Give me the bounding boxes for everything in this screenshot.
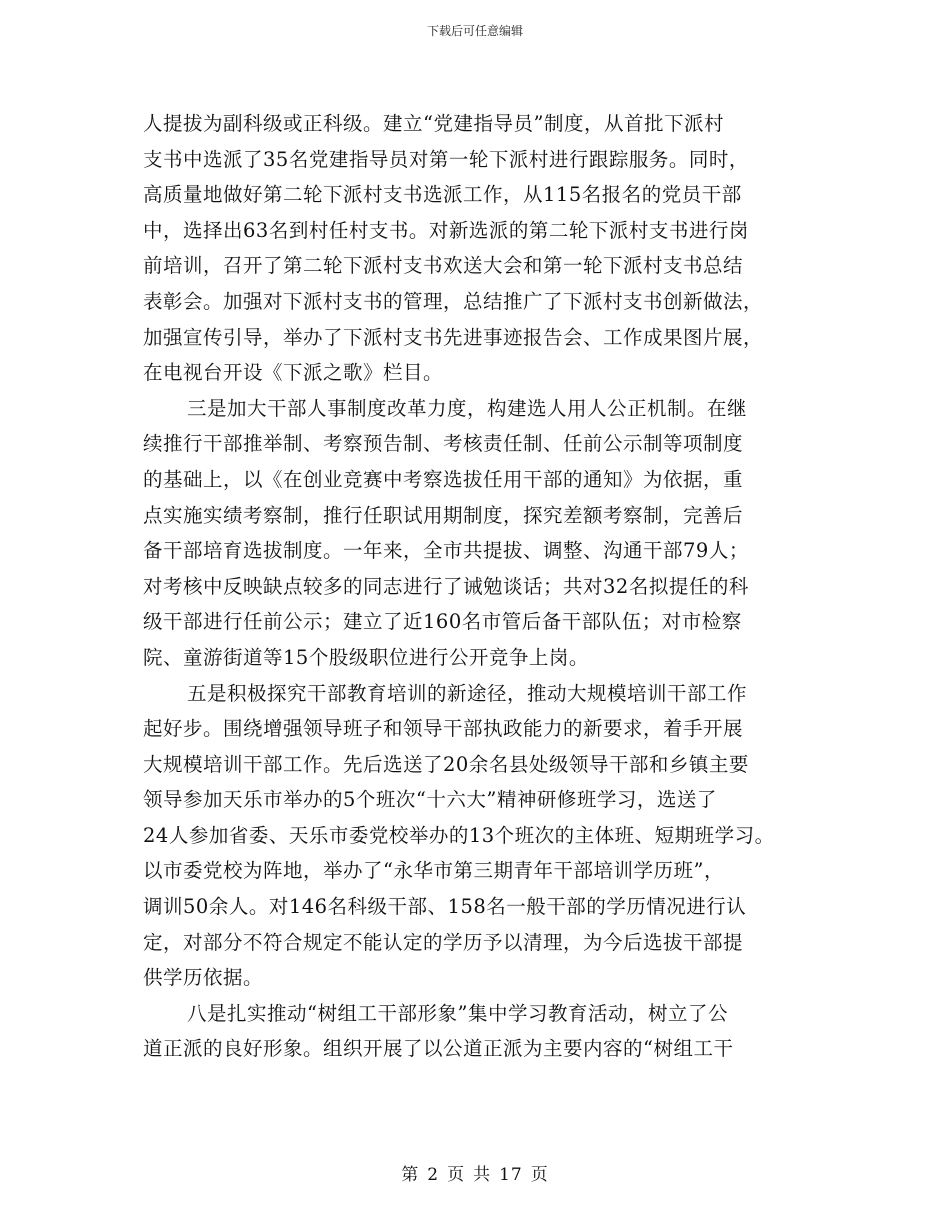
paragraph-start-line: 三是加大干部人事制度改革力度，构建选人用人公正机制。在继 xyxy=(187,396,748,420)
text-line: 备干部培育选拔制度。一年来，全市共提拔、调整、沟通干部79人； xyxy=(143,539,749,563)
footer-ye: 页 xyxy=(447,1165,466,1185)
text-line: 前培训，召开了第二轮下派村支书欢送大会和第一轮下派村支书总结 xyxy=(143,254,744,278)
text-line: 以市委党校为阵地，举办了“永华市第三期青年干部培训学历班”， xyxy=(143,859,724,883)
paragraph-start-line: 八是扎实推动“树组工干部形象”集中学习教育活动，树立了公 xyxy=(187,1001,728,1025)
text-line: 院、童游街道等15个股级职位进行公开竞争上岗。 xyxy=(143,645,589,669)
text-line: 表彰会。加强对下派村支书的管理，总结推广了下派村支书创新做法， xyxy=(143,289,764,313)
text-line: 调训50余人。对146名科级干部、158名一般干部的学历情况进行认 xyxy=(143,895,747,919)
text-line: 点实施实绩考察制，推行任职试用期制度，探究差额考察制，完善后 xyxy=(143,503,744,527)
text-line: 人提拔为副科级或正科级。建立“党建指导员”制度，从首批下派村 xyxy=(143,112,724,135)
total-page-count: 17 xyxy=(499,1165,523,1185)
text-line: 加强宣传引导，举办了下派村支书先进事迹报告会、工作成果图片展， xyxy=(143,325,764,349)
text-line: 支书中选派了35名党建指导员对第一轮下派村进行跟踪服务。同时， xyxy=(143,147,749,171)
page-footer xyxy=(0,1160,950,1185)
text-line: 24人参加省委、天乐市委党校举办的13个班次的主体班、短期班学习。 xyxy=(143,823,775,847)
current-page-number: 2 xyxy=(427,1165,440,1185)
page-header: 下载后可任意编辑 xyxy=(426,24,523,38)
text-line: 对考核中反映缺点较多的同志进行了诫勉谈话；共对32名拟提任的科 xyxy=(143,574,749,598)
footer-gong: 共 xyxy=(473,1165,492,1185)
text-line: 起好步。围绕增强领导班子和领导干部执政能力的新要求，着手开展 xyxy=(143,717,744,741)
paragraph-start-line: 五是积极探究干部教育培训的新途径，推动大规模培训干部工作 xyxy=(187,681,748,705)
text-line: 大规模培训干部工作。先后选送了20余名县处级领导干部和乡镇主要 xyxy=(143,752,749,776)
text-line: 在电视台开设《下派之歌》栏目。 xyxy=(143,361,444,385)
document-body xyxy=(143,106,823,1067)
text-line: 高质量地做好第二轮下派村支书选派工作，从115名报名的党员干部 xyxy=(143,183,742,207)
footer-ye: 页 xyxy=(530,1165,549,1185)
text-line: 中，选择出63名到村任村支书。对新选派的第二轮下派村支书进行岗 xyxy=(143,218,749,242)
text-line: 的基础上，以《在创业竞赛中考察选拔任用干部的通知》为依据，重 xyxy=(143,467,744,491)
footer-di: 第 xyxy=(401,1165,420,1185)
text-line: 续推行干部推举制、考察预告制、考核责任制、任前公示制等项制度 xyxy=(143,432,744,456)
text-line: 定，对部分不符合规定不能认定的学历予以清理，为今后选拔干部提 xyxy=(143,930,744,954)
text-line: 供学历依据。 xyxy=(143,966,264,990)
text-line: 级干部进行任前公示；建立了近160名市管后备干部队伍；对市检察 xyxy=(143,610,742,634)
text-line: 道正派的良好形象。组织开展了以公道正派为主要内容的“树组工干 xyxy=(143,1037,734,1061)
text-line: 领导参加天乐市举办的5个班次“十六大”精神研修班学习，选送了 xyxy=(143,788,717,812)
